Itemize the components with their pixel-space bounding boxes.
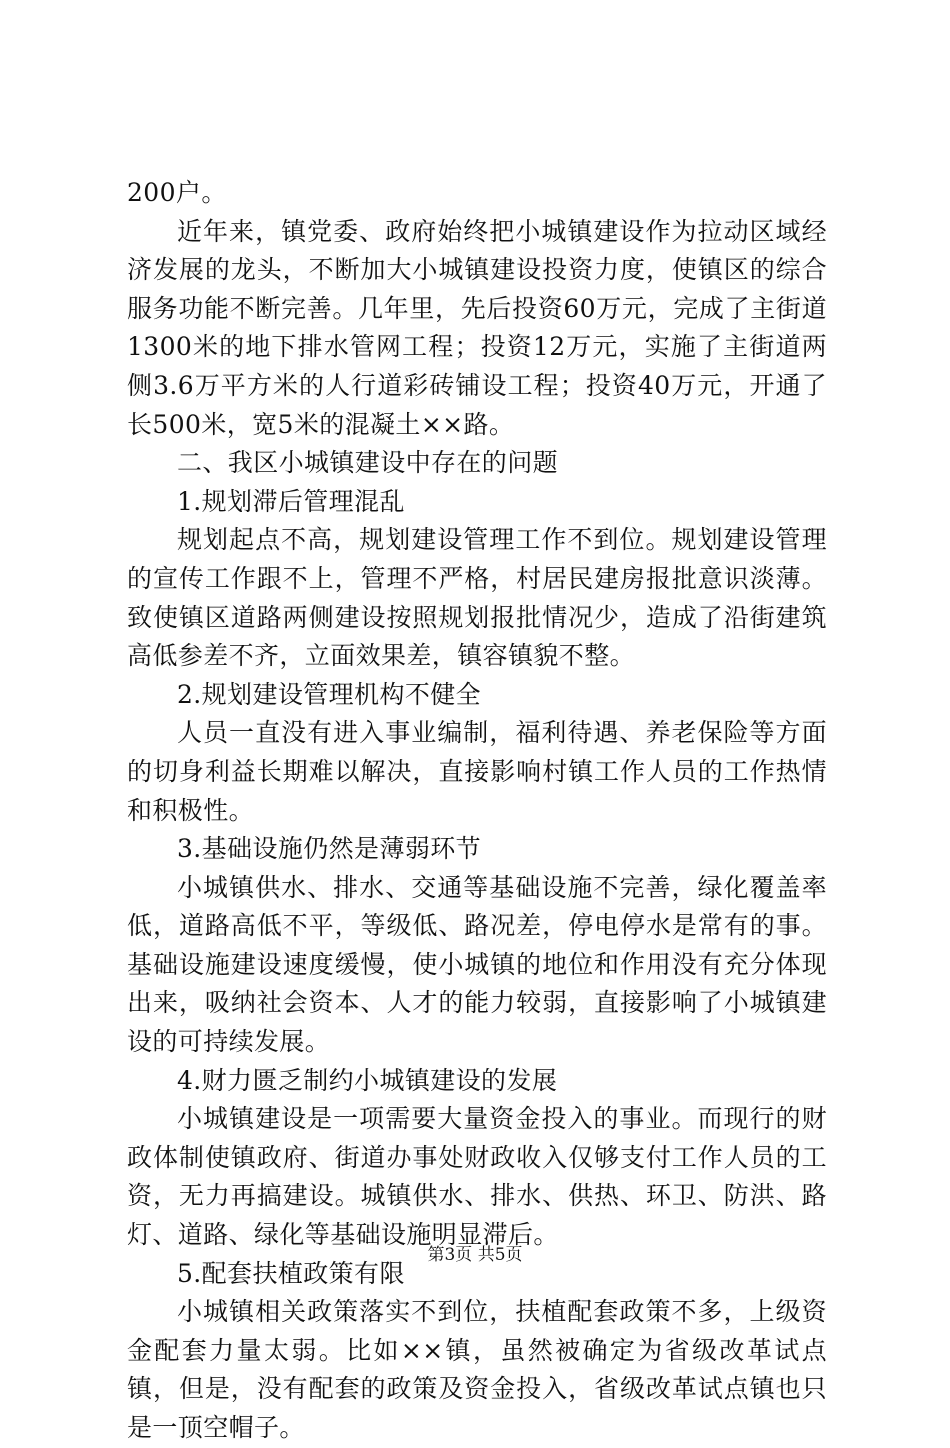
paragraph-2: 近年来，镇党委、政府始终把小城镇建设作为拉动区域经济发展的龙头，不断加大小城镇建设投资力度，使镇区的综合服务功能不断完善。几年里，先后投资60万元，完成了主街道1300米的地下排水管网工程；投资12万元，实施了主街道两侧3.6万平方米的人行道彩砖铺设工程；投资40万元，开通了长500米，宽5米的混凝土××路。 xyxy=(127,216,827,439)
page-number-footer: 第3页 共5页 xyxy=(427,1245,523,1265)
section-heading-problems: 二、我区小城镇建设中存在的问题 xyxy=(177,448,559,478)
paragraph-1: 200户。 xyxy=(127,178,227,207)
subheading-3: 3.基础设施仍然是薄弱环节 xyxy=(177,834,482,864)
subheading-2: 2.规划建设管理机构不健全 xyxy=(177,679,482,709)
paragraph-5: 小城镇供水、排水、交通等基础设施不完善，绿化覆盖率低，道路高低不平，等级低、路况差，停电停水是常有的事。基础设施建设速度缓慢，使小城镇的地位和作用没有充分体现出来，吸纳社会资本、人才的能力较弱，直接影响了小城镇建设的可持续发展。 xyxy=(127,872,827,1057)
subheading-1: 1.规划滞后管理混乱 xyxy=(177,486,405,516)
subheading-5: 5.配套扶植政策有限 xyxy=(177,1258,405,1288)
paragraph-6: 小城镇建设是一项需要大量资金投入的事业。而现行的财政体制使镇政府、街道办事处财政收入仅够支付工作人员的工资，无力再搞建设。城镇供水、排水、供热、环卫、防洪、路灯、道路、绿化等基础设施明显滞后。 xyxy=(127,1104,827,1250)
paragraph-4: 人员一直没有进入事业编制，福利待遇、养老保险等方面的切身利益长期难以解决，直接影响村镇工作人员的工作热情和积极性。 xyxy=(127,718,827,825)
subheading-4: 4.财力匮乏制约小城镇建设的发展 xyxy=(177,1065,558,1095)
paragraph-7: 小城镇相关政策落实不到位，扶植配套政策不多，上级资金配套力量太弱。比如××镇，虽然被确定为省级改革试点镇，但是，没有配套的政策及资金投入，省级改革试点镇也只是一顶空帽子。 xyxy=(127,1297,827,1442)
paragraph-3: 规划起点不高，规划建设管理工作不到位。规划建设管理的宣传工作跟不上，管理不严格，村居民建房报批意识淡薄。致使镇区道路两侧建设按照规划报批情况少，造成了沿街建筑高低参差不齐，立面效果差，镇容镇貌不整。 xyxy=(127,525,827,671)
